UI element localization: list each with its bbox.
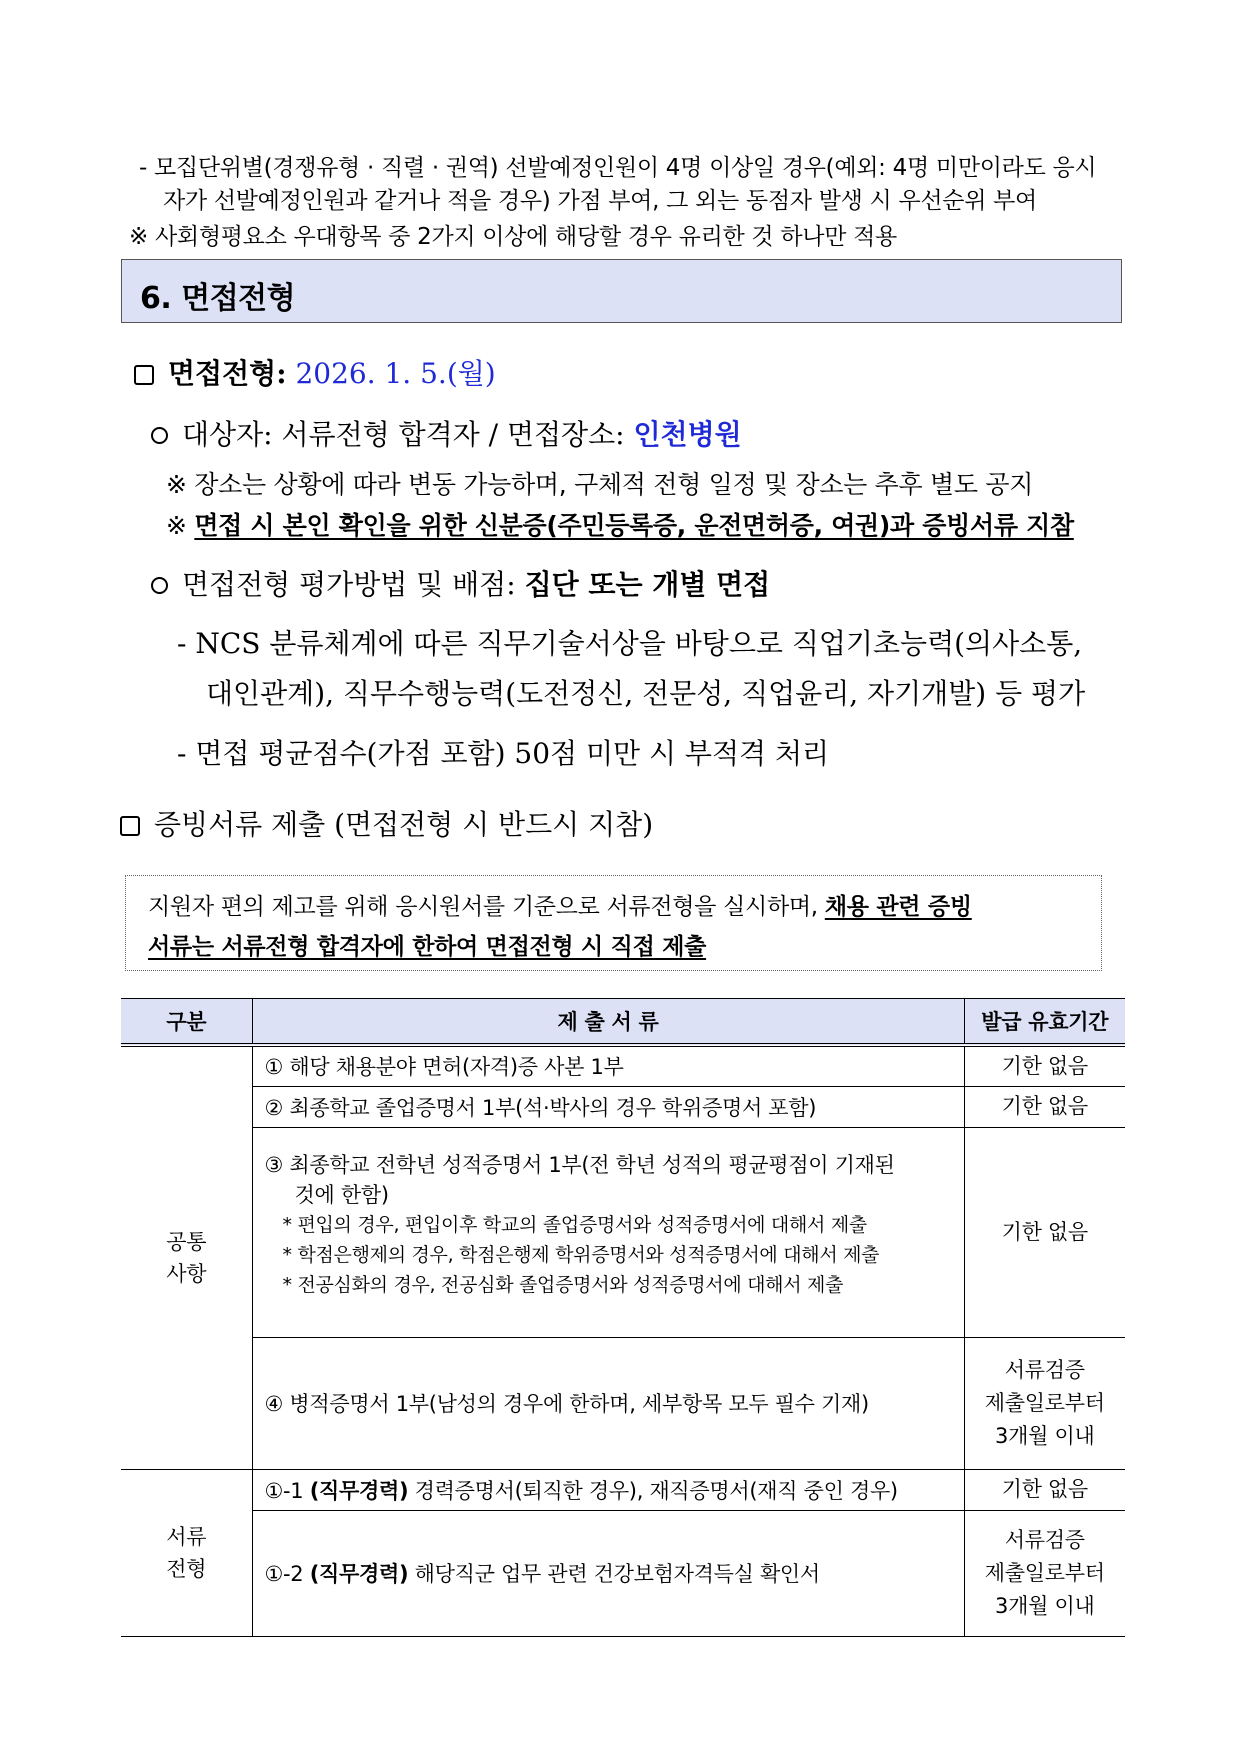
doc-item-text: ③ 최종학교 전학년 성적증명서 1부(전 학년 성적의 평균평점이 기재된 [264,1153,895,1177]
interview-label: 면접전형: [168,357,287,390]
header-validity: 발급 유효기간 [964,999,1125,1046]
category-line: 공통 [166,1229,207,1254]
interview-date: 2026. 1. 5.(월) [295,357,496,390]
doc-validity: 기한 없음 [964,1086,1125,1127]
notice-plain: 지원자 편의 제고를 위해 응시원서를 기준으로 서류전형을 실시하며, [148,894,825,920]
intro-note: ※ 사회형평요소 우대항목 중 2가지 이상에 해당할 경우 유리한 것 하나만 적용 [129,224,897,250]
doc-item-text-cont: 것에 한함) [294,1183,389,1207]
validity-line: 제출일로부터 [984,1560,1105,1585]
category-line: 서류 [166,1524,207,1549]
note-mark: ※ [166,511,187,540]
checkbox-square-icon [134,365,154,385]
validity-line: 서류검증 [1004,1357,1085,1382]
validity-line: 서류검증 [1004,1527,1085,1552]
interview-target [151,413,742,453]
header-category: 구분 [121,999,252,1046]
checkbox-square-icon [120,816,140,836]
doc-text: 해당직군 업무 관련 건강보험자격득실 확인서 [408,1562,820,1586]
interview-place: 인천병원 [633,418,742,451]
header-documents: 제 출 서 류 [252,999,964,1046]
doc-item [252,1127,964,1337]
doc-sub-note: * 편입의 경우, 편입이후 학교의 졸업증명서와 성적증명서에 대해서 제출 [282,1214,867,1236]
table-row [121,1469,1125,1510]
doc-prefix: ①-1 [264,1478,310,1503]
doc-item: ② 최종학교 졸업증명서 1부(석·박사의 경우 학위증명서 포함) [252,1086,964,1127]
doc-validity: 기한 없음 [964,1045,1125,1086]
doc-text: 경력증명서(퇴직한 경우), 재직증명서(재직 중인 경우) [408,1478,898,1503]
table-header-row [121,999,1125,1046]
category-document [121,1469,252,1636]
doc-validity [964,1337,1125,1469]
interview-schedule [134,352,496,392]
doc-item [252,1510,964,1636]
category-common [121,1045,252,1469]
circle-bullet-icon [151,427,168,444]
table-row [121,1510,1125,1636]
circle-bullet-icon [151,577,168,594]
notice-bold-2: 서류는 서류전형 합격자에 한하여 면접전형 시 직접 제출 [148,934,707,960]
method-detail-1-line-2: 대인관계), 직무수행능력(도전정신, 전문성, 직업윤리, 자기개발) 등 평가 [206,677,1086,710]
doc-validity [964,1510,1125,1636]
doc-validity: 기한 없음 [964,1469,1125,1510]
notice-line-1 [148,888,972,921]
notice-box [125,875,1102,971]
category-line: 사항 [166,1261,207,1286]
evidence-heading-text: 증빙서류 제출 (면접전형 시 반드시 지참) [154,808,654,841]
doc-sub-note: * 학점은행제의 경우, 학점은행제 학위증명서와 성적증명서에 대해서 제출 [282,1244,880,1266]
doc-item: ① 해당 채용분야 면허(자격)증 사본 1부 [252,1045,964,1086]
table-row [121,1045,1125,1086]
intro-line-2: 자가 선발예정인원과 같거나 적을 경우) 가점 부여, 그 외는 동점자 발생 시 우선순위 부여 [163,188,1037,214]
target-label: 대상자: 서류전형 합격자 / 면접장소: [182,418,625,451]
interview-method [151,563,770,603]
interview-note-2 [166,506,1074,542]
documents-table [121,998,1125,1637]
doc-prefix: ①-2 [264,1562,310,1586]
doc-item: ④ 병적증명서 1부(남성의 경우에 한하며, 세부항목 모두 필수 기재) [252,1337,964,1469]
interview-id-note: 면접 시 본인 확인을 위한 신분증(주민등록증, 운전면허증, 여권)과 증빙서류 지참 [194,511,1074,540]
validity-line: 3개월 이내 [995,1593,1095,1618]
category-line: 전형 [166,1556,207,1581]
doc-validity: 기한 없음 [964,1127,1125,1337]
table-row [121,1127,1125,1337]
validity-line: 제출일로부터 [984,1390,1105,1415]
intro-line-1: - 모집단위별(경쟁유형 · 직렬 · 권역) 선발예정인원이 4명 이상일 경우(예외: 4명 미만이라도 응시 [139,155,1097,181]
method-detail-1-line-1: - NCS 분류체계에 따른 직무기술서상을 바탕으로 직업기초능력(의사소통, [177,627,1083,660]
doc-bold: (직무경력) [309,1478,409,1503]
doc-item [252,1469,964,1510]
method-value: 집단 또는 개별 면접 [524,568,771,601]
table-row [121,1086,1125,1127]
doc-sub-note: * 전공심화의 경우, 전공심화 졸업증명서와 성적증명서에 대해서 제출 [282,1274,844,1296]
notice-line-2 [148,928,706,961]
interview-note-1: ※ 장소는 상황에 따라 변동 가능하며, 구체적 전형 일정 및 장소는 추후 별도 공지 [166,470,1034,499]
validity-line: 3개월 이내 [995,1423,1095,1448]
method-detail-2: - 면접 평균점수(가점 포함) 50점 미만 시 부적격 처리 [177,737,830,770]
notice-bold-1: 채용 관련 증빙 [824,894,972,920]
doc-bold: (직무경력) [309,1562,409,1586]
section-header [121,259,1122,323]
section-title: 6. 면접전형 [140,281,296,316]
table-row [121,1337,1125,1469]
evidence-heading [120,803,653,843]
method-label: 면접전형 평가방법 및 배점: [182,568,516,601]
